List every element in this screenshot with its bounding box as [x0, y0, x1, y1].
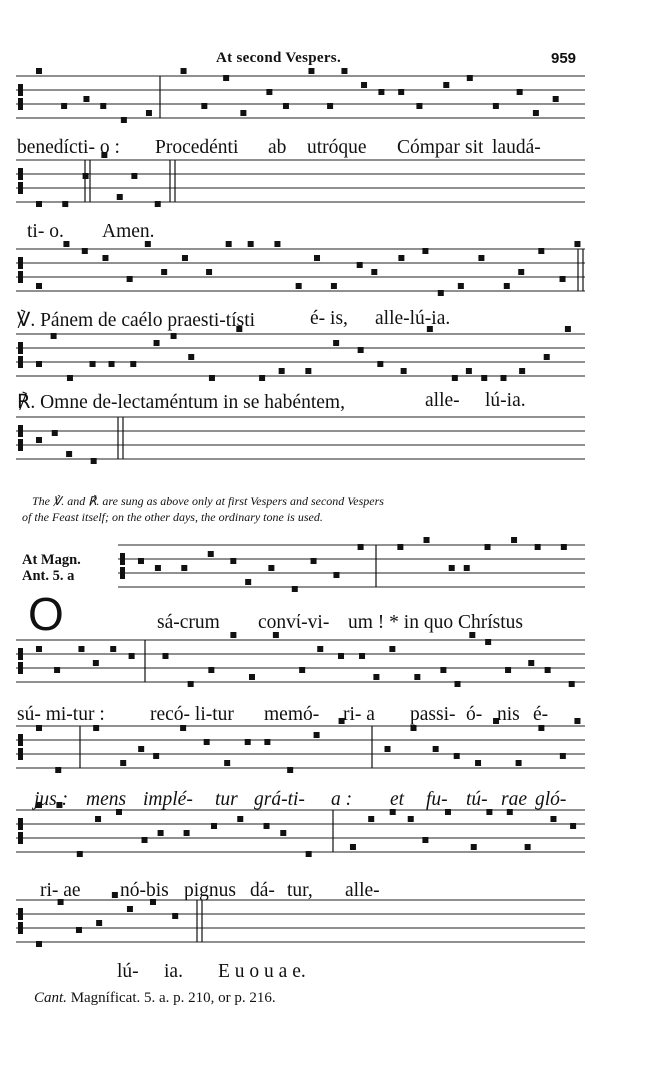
staff-1-neume-16 [361, 82, 367, 88]
staff-3-neume-3 [82, 248, 88, 254]
staff-1-neume-14 [327, 103, 333, 109]
staff-7-neume-23 [485, 639, 491, 645]
staff-6-neume-13 [424, 537, 430, 543]
staff-7-neume-25 [528, 660, 534, 666]
lyric-line-4-b: alle- [425, 390, 460, 411]
staff-2-neume-3 [83, 173, 89, 179]
lyric-line-2-a: ti- o. [27, 221, 64, 242]
staff-3-neume-5 [127, 276, 133, 282]
staff-3-neume-2 [63, 241, 69, 247]
staff-9-neume-6 [142, 837, 148, 843]
lyric-line-3-c: alle-lú-ia. [375, 308, 451, 329]
staff-4-neume-22 [481, 375, 487, 381]
staff-7-neume-5 [110, 646, 116, 652]
staff-1-neume-24 [533, 110, 539, 116]
staff-7-neume-4 [93, 660, 99, 666]
staff-3-neume-7 [161, 269, 167, 275]
lyric-line-7-f: ó- [466, 704, 483, 725]
staff-4-neume-1 [36, 361, 42, 367]
staff-1-neume-18 [398, 89, 404, 95]
staff-8-neume-13 [314, 732, 320, 738]
staff-10-clef-bottom [18, 922, 23, 934]
staff-2-neume-7 [155, 201, 161, 207]
staff-1-clef-top [18, 84, 23, 96]
staff-2-clef-bottom [18, 182, 23, 194]
lyric-line-2-b: Amen. [102, 221, 155, 242]
staff-8-neume-9 [224, 760, 230, 766]
staff-9-clef-top [18, 818, 23, 830]
staff-7-neume-27 [569, 681, 575, 687]
staff-4-neume-18 [401, 368, 407, 374]
cantic-text: Magníficat. 5. a. p. 210, or p. 216. [70, 990, 276, 1006]
staff-5-clef-bottom [18, 439, 23, 451]
lyric-line-7-g: nis [497, 704, 520, 725]
lyric-line-1-c: ab [268, 137, 287, 158]
staff-8-neume-10 [245, 739, 251, 745]
staff-4-neume-16 [358, 347, 364, 353]
staff-3-neume-9 [206, 269, 212, 275]
staff-6-neume-3 [181, 565, 187, 571]
staff-6-neume-7 [268, 565, 274, 571]
staff-8-clef-bottom [18, 748, 23, 760]
lyric-line-8-d: tur [215, 789, 238, 810]
staff-8-clef-top [18, 734, 23, 746]
staff-6-clef-top [120, 553, 125, 565]
staff-8-neume-6 [153, 753, 159, 759]
lyric-line-6-a: sá-crum [157, 612, 220, 633]
staff-7-neume-16 [359, 653, 365, 659]
staff-3-neume-15 [331, 283, 337, 289]
lyric-line-7-c: memó- [264, 704, 320, 725]
staff-4-clef-top [18, 342, 23, 354]
staff-6-neume-4 [208, 551, 214, 557]
staff-6-neume-12 [397, 544, 403, 550]
lyric-line-6-c: um ! * in quo Chrístus [348, 612, 523, 633]
cantic-reference [34, 990, 276, 1007]
staff-7-clef-bottom [18, 662, 23, 674]
staff-1-neume-15 [341, 68, 347, 74]
staff-4-neume-24 [519, 368, 525, 374]
staff-1-neume-17 [378, 89, 384, 95]
staff-5-neume-3 [66, 451, 72, 457]
staff-6-neume-11 [358, 544, 364, 550]
lyric-line-8-i: tú- [466, 789, 488, 810]
staff-1-neume-7 [181, 68, 187, 74]
staff-4-neume-14 [305, 368, 311, 374]
staff-4-neume-7 [154, 340, 160, 346]
lyric-line-8-b: mens [86, 789, 127, 810]
lyric-line-9-f: alle- [345, 880, 380, 901]
staff-6-neume-14 [449, 565, 455, 571]
staff-3-neume-19 [422, 248, 428, 254]
staff-3-clef-top [18, 257, 23, 269]
staff-1-neume-20 [443, 82, 449, 88]
staff-4-neume-23 [500, 375, 506, 381]
lyric-line-3-b: é- is, [310, 308, 348, 329]
staff-3-neume-11 [248, 241, 254, 247]
staff-8-neume-12 [287, 767, 293, 773]
staff-3-neume-24 [518, 269, 524, 275]
lyric-line-8-k: gló- [535, 789, 567, 810]
rubric-line-1: The ℣. and ℟. are sung as above only at first Vespers and second Vespers [32, 494, 384, 508]
staff-8-neume-11 [264, 739, 270, 745]
staff-7-neume-13 [299, 667, 305, 673]
staff-9-neume-20 [471, 844, 477, 850]
staff-9-neume-18 [422, 837, 428, 843]
staff-6-clef-bottom [120, 567, 125, 579]
lyric-line-8-g: et [390, 789, 405, 810]
staff-6-neume-5 [230, 558, 236, 564]
staff-4-neume-2 [51, 333, 57, 339]
lyric-line-1-e: Cómpar [397, 137, 460, 158]
staff-3-neume-26 [560, 276, 566, 282]
staff-7-neume-8 [188, 681, 194, 687]
staff-9-neume-8 [184, 830, 190, 836]
staff-9-clef-bottom [18, 832, 23, 844]
staff-1-neume-1 [36, 68, 42, 74]
lyric-line-8-j: rae [501, 789, 527, 810]
staff-7-neume-11 [249, 674, 255, 680]
staff-7-neume-1 [36, 646, 42, 652]
lyric-line-9-d: dá- [250, 880, 275, 901]
staff-7-neume-21 [455, 681, 461, 687]
staff-4-neume-15 [333, 340, 339, 346]
staff-7-clef-top [18, 648, 23, 660]
staff-9-neume-15 [368, 816, 374, 822]
staff-4-neume-20 [452, 375, 458, 381]
staff-7-neume-6 [129, 653, 135, 659]
staff-7-neume-24 [505, 667, 511, 673]
staff-1-neume-25 [553, 96, 559, 102]
staff-7-neume-19 [414, 674, 420, 680]
lyric-line-9-a: ri- ae [40, 880, 81, 901]
staff-9-neume-3 [77, 851, 83, 857]
staff-1-neume-4 [100, 103, 106, 109]
staff-3-neume-23 [504, 283, 510, 289]
lyric-line-7-e: passi- [410, 704, 456, 725]
staff-3-neume-18 [398, 255, 404, 261]
lyric-line-10-b: ia. [164, 961, 183, 982]
staff-1-neume-22 [493, 103, 499, 109]
staff-1-neume-5 [121, 117, 127, 123]
lyric-line-7-a: sú- mi-tur : [17, 704, 105, 725]
staff-10-neume-4 [96, 920, 102, 926]
lyric-line-6-b: convί-vi- [258, 612, 330, 633]
staff-4-neume-25 [544, 354, 550, 360]
staff-4-neume-4 [90, 361, 96, 367]
staff-6-neume-10 [333, 572, 339, 578]
staff-2-neume-5 [117, 194, 123, 200]
staff-4-neume-6 [130, 361, 136, 367]
staff-6-neume-18 [535, 544, 541, 550]
staff-7-neume-7 [162, 653, 168, 659]
lyric-line-9-e: tur, [287, 880, 313, 901]
staff-8-neume-21 [516, 760, 522, 766]
staff-3-neume-21 [458, 283, 464, 289]
staff-8-neume-17 [433, 746, 439, 752]
staff-8-neume-18 [454, 753, 460, 759]
staff-5-neume-2 [52, 430, 58, 436]
staff-6-neume-8 [292, 586, 298, 592]
staff-9-neume-9 [211, 823, 217, 829]
staff-1-neume-23 [517, 89, 523, 95]
staff-4-neume-26 [565, 326, 571, 332]
staff-10-neume-5 [112, 892, 118, 898]
staff-1-neume-9 [223, 75, 229, 81]
staff-9-neume-7 [158, 830, 164, 836]
lyric-line-1-b: Procedénti [155, 137, 239, 158]
staff-1-neume-21 [467, 75, 473, 81]
lyric-line-7-d: ri- a [343, 704, 375, 725]
staff-7-neume-18 [389, 646, 395, 652]
staff-8-neume-15 [385, 746, 391, 752]
lyric-line-8-c: implé- [143, 789, 193, 810]
staff-9-neume-11 [264, 823, 270, 829]
staff-7-neume-17 [373, 674, 379, 680]
antiphon-initial: O [28, 588, 64, 640]
staff-10-neume-8 [172, 913, 178, 919]
staff-3-neume-13 [296, 283, 302, 289]
running-header-title: At second Vespers. [216, 50, 341, 66]
lyric-line-10-a: lú- [117, 961, 139, 982]
staff-3-neume-10 [226, 241, 232, 247]
lyric-line-7-b: recó- li-tur [150, 704, 234, 725]
staff-9-neume-12 [280, 830, 286, 836]
staff-4-neume-3 [67, 375, 73, 381]
staff-9-neume-25 [570, 823, 576, 829]
lyric-line-4-c: lú-ia. [485, 390, 526, 411]
staff-3-neume-16 [357, 262, 363, 268]
staff-7-neume-10 [230, 632, 236, 638]
staff-10-neume-3 [76, 927, 82, 933]
staff-7-neume-9 [208, 667, 214, 673]
staff-1-clef-bottom [18, 98, 23, 110]
staff-7-neume-26 [545, 667, 551, 673]
staff-2-clef-top [18, 168, 23, 180]
lyric-line-8-e: grá-ti- [254, 789, 305, 810]
staff-7-neume-2 [54, 667, 60, 673]
staff-8-neume-4 [120, 760, 126, 766]
lyric-line-8-f: a : [331, 789, 353, 810]
staff-9-neume-14 [350, 844, 356, 850]
staff-9-neume-4 [95, 816, 101, 822]
staff-4-neume-10 [209, 375, 215, 381]
staff-1-neume-8 [201, 103, 207, 109]
staff-3-clef-bottom [18, 271, 23, 283]
staff-1-neume-6 [146, 110, 152, 116]
staff-10-neume-6 [127, 906, 133, 912]
staff-3-neume-22 [478, 255, 484, 261]
staff-4-neume-5 [109, 361, 115, 367]
staff-3-neume-25 [538, 248, 544, 254]
staff-1-neume-11 [266, 89, 272, 95]
staff-7-neume-15 [338, 653, 344, 659]
lyric-line-9-c: pignus [184, 880, 237, 901]
lyric-line-1-d: utróque [307, 137, 367, 158]
staff-5-neume-1 [36, 437, 42, 443]
staff-4-neume-21 [466, 368, 472, 374]
staff-5-neume-4 [91, 458, 97, 464]
staff-6-neume-2 [155, 565, 161, 571]
lyric-line-1-f: sit [465, 137, 484, 158]
staff-10-neume-1 [36, 941, 42, 947]
lyric-line-8-h: fu- [426, 789, 448, 810]
staff-1-neume-19 [416, 103, 422, 109]
staff-8-neume-5 [138, 746, 144, 752]
antiphon-label-1: At Magn. [22, 552, 81, 568]
staff-6-neume-1 [138, 558, 144, 564]
staff-3-neume-4 [102, 255, 108, 261]
staff-9-neume-24 [550, 816, 556, 822]
staff-7-neume-20 [440, 667, 446, 673]
staff-1-neume-13 [308, 68, 314, 74]
staff-6-neume-16 [485, 544, 491, 550]
staff-6-neume-6 [245, 579, 251, 585]
staff-1-neume-12 [283, 103, 289, 109]
staff-1-neume-3 [83, 96, 89, 102]
staff-9-neume-10 [237, 816, 243, 822]
staff-9-neume-13 [306, 851, 312, 857]
staff-9-neume-17 [408, 816, 414, 822]
staff-3-neume-17 [371, 269, 377, 275]
staff-10-clef-top [18, 908, 23, 920]
staff-8-neume-23 [560, 753, 566, 759]
staff-6-neume-17 [511, 537, 517, 543]
staff-6-neume-15 [464, 565, 470, 571]
staff-8-neume-19 [475, 760, 481, 766]
staff-3-neume-20 [438, 290, 444, 296]
staff-4-neume-17 [377, 361, 383, 367]
staff-4-neume-13 [279, 368, 285, 374]
lyric-line-3-a: ℣. Pánem de caélo praesti-tísti [17, 310, 256, 331]
staff-4-neume-9 [188, 354, 194, 360]
staff-2-neume-1 [36, 201, 42, 207]
staff-6-neume-19 [561, 544, 567, 550]
lyric-line-1-g: laudá- [492, 137, 541, 158]
staff-4-clef-bottom [18, 356, 23, 368]
cantic-label: Cant. [34, 990, 67, 1006]
staff-8-neume-2 [55, 767, 61, 773]
staff-5-clef-top [18, 425, 23, 437]
staff-6-neume-9 [311, 558, 317, 564]
lyric-line-4-a: ℟. Omne de-lectaméntum in se habéntem, [17, 392, 345, 413]
staff-1-neume-2 [61, 103, 67, 109]
rubric-line-2: of the Feast itself; on the other days, the ordinary tone is used. [22, 510, 323, 524]
staff-4-neume-12 [259, 375, 265, 381]
staff-3-neume-27 [574, 241, 580, 247]
lyric-line-10-c: E u o u a e. [218, 961, 306, 982]
staff-3-neume-1 [36, 283, 42, 289]
staff-3-neume-14 [314, 255, 320, 261]
staff-8-neume-24 [574, 718, 580, 724]
staff-3-neume-12 [274, 241, 280, 247]
page-number: 959 [551, 50, 577, 67]
staff-2-neume-2 [62, 201, 68, 207]
antiphon-label-2: Ant. 5. a [22, 568, 75, 584]
staff-3-neume-8 [182, 255, 188, 261]
lyric-line-7-h: é- [533, 704, 549, 725]
lyric-line-8-a: jus : [34, 789, 69, 810]
lyric-line-9-b: nó-bis [120, 880, 169, 901]
staff-8-neume-8 [204, 739, 210, 745]
staff-7-neume-14 [317, 646, 323, 652]
staff-9-neume-23 [525, 844, 531, 850]
lyric-line-1-a: benedícti- o : [17, 137, 120, 158]
staff-2-neume-6 [131, 173, 137, 179]
staff-4-neume-8 [171, 333, 177, 339]
staff-7-neume-3 [78, 646, 84, 652]
staff-1-neume-10 [240, 110, 246, 116]
